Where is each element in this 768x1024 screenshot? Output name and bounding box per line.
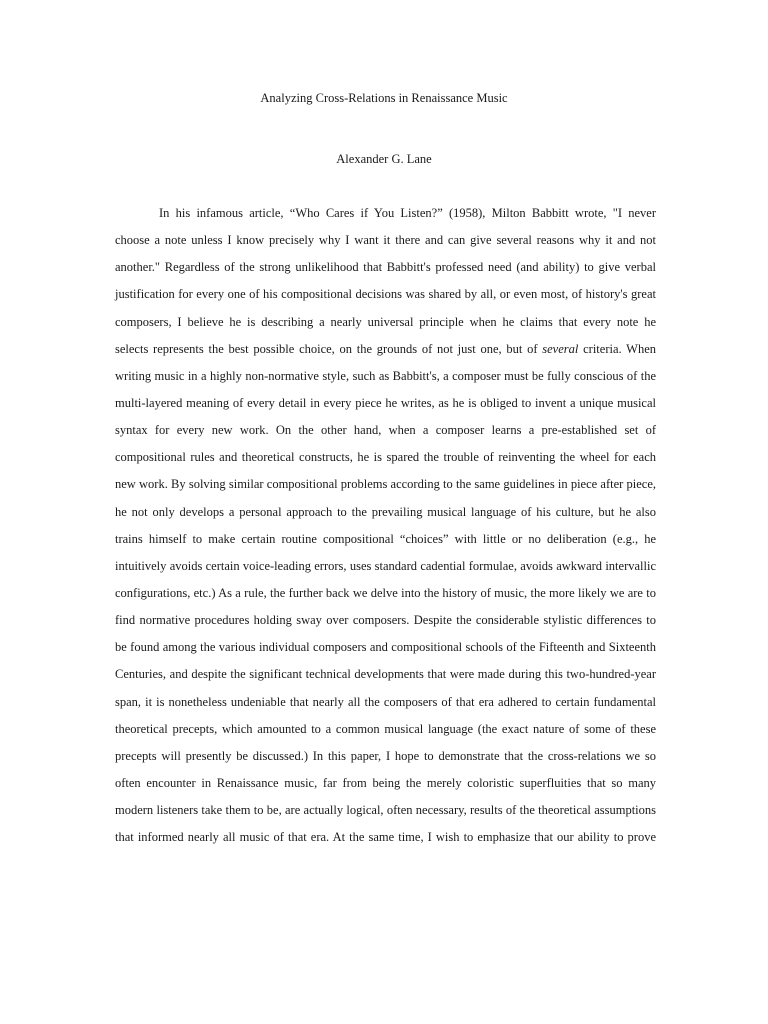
emphasized-word: several: [542, 341, 579, 356]
paragraph-line: precepts will presently be discussed.) In this paper, I hope to demonstrate that the cross-relations we so: [115, 748, 656, 763]
paragraph-line: composers, I believe he is describing a nearly universal principle when he claims that every note he: [115, 314, 656, 329]
paragraph-line: he not only develops a personal approach to the prevailing musical language of his culture, but he also: [115, 504, 656, 519]
paragraph-line: be found among the various individual composers and compositional schools of the Fifteenth and Sixteenth: [115, 640, 656, 655]
paragraph-line: In his infamous article, “Who Cares if You Listen?” (1958), Milton Babbitt wrote, "I never: [159, 206, 656, 220]
paragraph-line: another." Regardless of the strong unlikelihood that Babbitt's professed need (and ability) to give verbal: [115, 260, 656, 275]
paragraph-line: find normative procedures holding sway over composers. Despite the considerable stylistic differences to: [115, 613, 656, 628]
paragraph-line: intuitively avoids certain voice-leading errors, uses standard cadential formulae, avoids awkward intervallic: [115, 558, 656, 573]
paragraph-line: often encounter in Renaissance music, far from being the merely coloristic superfluities that so many: [115, 775, 656, 790]
document-author: Alexander G. Lane: [336, 152, 432, 166]
paragraph-line: theoretical precepts, which amounted to a common musical language (the exact nature of some of these: [115, 721, 656, 736]
paragraph-line: that informed nearly all music of that era. At the same time, I wish to emphasize that our ability to prove: [115, 830, 656, 845]
paragraph-line: trains himself to make certain routine compositional “choices” with little or no deliberation (e.g., he: [115, 531, 656, 546]
paragraph-line: justification for every one of his compositional decisions was shared by all, or even most, of history's great: [115, 287, 656, 302]
paragraph-line: new work. By solving similar compositional problems according to the same guidelines in piece after piece,: [115, 477, 656, 492]
paragraph-line: Centuries, and despite the significant technical developments that were made during this two-hundred-year: [115, 667, 656, 682]
body-paragraph: [115, 200, 656, 851]
paragraph-line: span, it is nonetheless undeniable that nearly all the composers of that era adhered to certain fundamental: [115, 694, 656, 709]
paragraph-line: compositional rules and theoretical constructs, he is spared the trouble of reinventing the wheel for each: [115, 450, 656, 465]
paragraph-line: modern listeners take them to be, are actually logical, often necessary, results of the theoretical assumptions: [115, 803, 656, 818]
paragraph-line: choose a note unless I know precisely why I want it there and can give several reasons why it and not: [115, 233, 656, 248]
paragraph-line: multi-layered meaning of every detail in every piece he writes, as he is obliged to invent a unique musical: [115, 395, 656, 410]
paragraph-line: configurations, etc.) As a rule, the further back we delve into the history of music, the more likely we are to: [115, 585, 656, 600]
line-text: selects represents the best possible choice, on the grounds of not just one, but of: [115, 341, 543, 356]
line-text: criteria. When: [578, 341, 656, 356]
paragraph-line: writing music in a highly non-normative style, such as Babbitt's, a composer must be fully conscious of the: [115, 368, 656, 383]
paragraph-line: [115, 336, 656, 363]
paragraph-line: syntax for every new work. On the other hand, when a composer learns a pre-established set of: [115, 423, 656, 438]
document-title: Analyzing Cross-Relations in Renaissance Music: [260, 91, 508, 105]
